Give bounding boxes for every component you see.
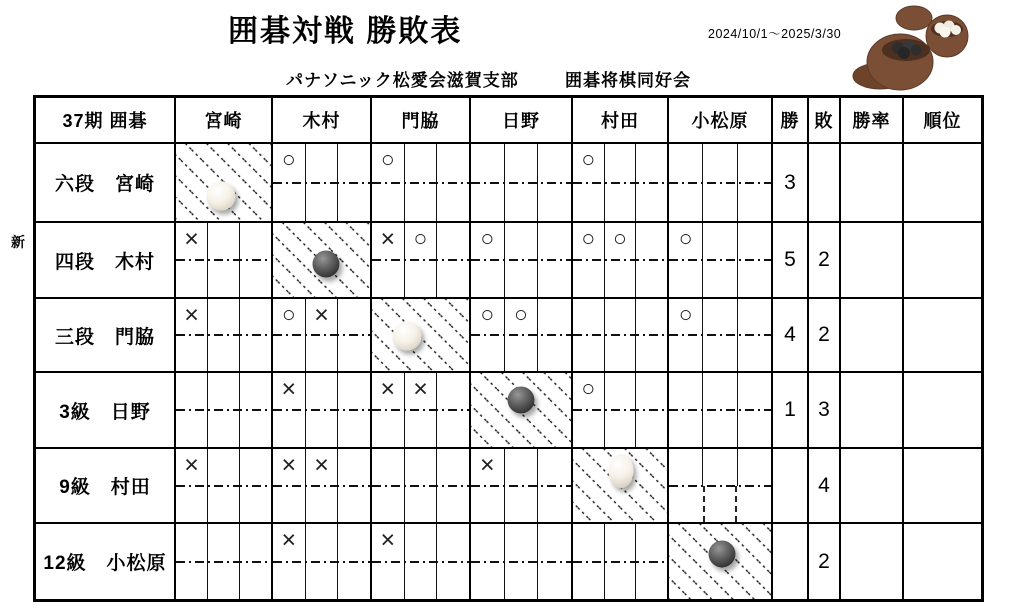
self-match-cell	[176, 144, 273, 223]
match-result-cell	[176, 449, 273, 524]
organization-name: パナソニック松愛会滋賀支部	[286, 71, 519, 90]
loss-mark: ×	[413, 375, 428, 403]
self-match-cell	[669, 524, 773, 599]
match-slot	[239, 299, 271, 371]
match-slot	[176, 223, 207, 297]
match-slot	[471, 299, 504, 371]
losses-cell: 2	[809, 299, 841, 373]
opponent-header-5: 村田	[573, 98, 669, 144]
match-slot	[504, 524, 538, 599]
period-header: 37期 囲碁	[36, 98, 176, 144]
match-slot	[305, 144, 338, 221]
white-go-stone	[206, 182, 235, 211]
wins-cell	[773, 524, 809, 599]
match-result-cell	[669, 449, 773, 524]
match-slot	[337, 144, 370, 221]
loss-mark: ×	[380, 225, 396, 253]
match-slot	[176, 373, 207, 447]
match-result-cell	[471, 299, 573, 373]
opponent-header-6: 小松原	[669, 98, 773, 144]
match-slot	[239, 373, 271, 447]
win-rate-cell	[841, 144, 904, 223]
match-slot	[635, 524, 667, 599]
match-slot	[471, 223, 504, 297]
match-slot	[305, 449, 338, 522]
white-go-stone	[392, 322, 421, 351]
stat-header-4: 順位	[904, 98, 981, 144]
losses-cell: 4	[809, 449, 841, 524]
match-slot	[504, 449, 538, 522]
match-slot	[504, 299, 538, 371]
match-slot	[669, 223, 702, 297]
wins-cell: 1	[773, 373, 809, 449]
match-slot	[207, 449, 239, 522]
wins-cell	[773, 449, 809, 524]
match-slot	[239, 223, 271, 297]
match-result-cell	[273, 144, 372, 223]
match-slot	[273, 373, 305, 447]
loss-mark: ×	[281, 375, 297, 403]
match-result-cell	[573, 144, 669, 223]
standing-cell	[904, 299, 981, 373]
match-slot	[537, 144, 571, 221]
match-slot	[737, 299, 771, 371]
loss-mark: ×	[184, 451, 199, 479]
loss-mark: ×	[184, 225, 199, 253]
match-results-table	[33, 95, 984, 602]
match-slot	[305, 524, 338, 599]
stat-header-3: 勝率	[841, 98, 904, 144]
match-slot	[404, 223, 437, 297]
black-go-stone	[508, 386, 535, 413]
win-rate-cell	[841, 449, 904, 524]
match-result-cell	[273, 449, 372, 524]
win-mark: ○	[613, 225, 627, 251]
player-name-cell: 12級 小松原	[36, 524, 176, 599]
match-slot	[273, 299, 305, 371]
match-slot	[702, 299, 736, 371]
opponent-header-2: 木村	[273, 98, 372, 144]
match-slot	[669, 299, 702, 371]
self-match-cell	[573, 449, 669, 524]
loss-mark: ×	[480, 451, 495, 479]
match-result-cell	[669, 299, 773, 373]
match-slot	[573, 223, 604, 297]
match-slot	[207, 524, 239, 599]
match-slot	[471, 524, 504, 599]
match-slot	[239, 524, 271, 599]
win-mark: ○	[514, 301, 528, 327]
match-result-cell	[176, 223, 273, 299]
player-name-cell: 9級 村田	[36, 449, 176, 524]
match-slot	[273, 144, 305, 221]
player-name-cell: 三段 門脇	[36, 299, 176, 373]
standing-cell	[904, 144, 981, 223]
win-mark: ○	[581, 146, 596, 172]
match-slot	[702, 223, 736, 297]
match-result-cell	[273, 373, 372, 449]
match-slot	[537, 299, 571, 371]
match-slot	[239, 449, 271, 522]
match-slot	[504, 144, 538, 221]
match-slot	[669, 449, 702, 486]
match-slot	[604, 144, 636, 221]
match-result-cell	[669, 373, 773, 449]
match-slot	[573, 144, 604, 221]
match-slot	[604, 373, 636, 447]
match-slot	[471, 449, 504, 522]
win-rate-cell	[841, 373, 904, 449]
match-slot	[635, 144, 667, 221]
win-rate-cell	[841, 223, 904, 299]
new-member-marker: 新	[11, 234, 25, 250]
losses-cell: 2	[809, 223, 841, 299]
match-slot	[702, 373, 736, 447]
match-slot	[207, 373, 239, 447]
match-slot	[737, 144, 771, 221]
match-result-cell	[273, 299, 372, 373]
match-result-cell	[669, 223, 773, 299]
win-mark: ○	[281, 146, 296, 172]
match-slot	[176, 524, 207, 599]
match-slot	[604, 223, 636, 297]
match-result-cell	[372, 373, 471, 449]
match-slot	[207, 223, 239, 297]
bowl-lid	[896, 6, 932, 30]
match-slot	[737, 223, 771, 297]
match-result-cell	[573, 223, 669, 299]
match-slot	[635, 299, 667, 371]
win-mark: ○	[480, 301, 495, 327]
win-mark: ○	[581, 225, 596, 251]
match-slot	[273, 524, 305, 599]
win-mark: ○	[581, 375, 596, 401]
match-slot	[537, 223, 571, 297]
self-match-cell	[372, 299, 471, 373]
losses-cell: 3	[809, 373, 841, 449]
win-mark: ○	[678, 301, 693, 327]
loss-mark: ×	[281, 526, 297, 554]
match-slot	[176, 299, 207, 371]
win-rate-cell	[841, 299, 904, 373]
match-slot	[404, 144, 437, 221]
match-slot	[404, 524, 437, 599]
match-slot	[337, 524, 370, 599]
match-slot	[604, 299, 636, 371]
match-result-cell	[573, 373, 669, 449]
match-slot	[372, 144, 404, 221]
match-slot	[702, 144, 736, 221]
player-name-cell: 四段 木村	[36, 223, 176, 299]
player-name-cell: 六段 宮崎	[36, 144, 176, 223]
match-result-cell	[372, 449, 471, 524]
wins-cell: 5	[773, 223, 809, 299]
match-slot	[404, 449, 437, 522]
standing-cell	[904, 449, 981, 524]
loss-mark: ×	[314, 451, 329, 479]
self-match-cell	[273, 223, 372, 299]
standing-cell	[904, 524, 981, 599]
match-slot	[537, 449, 571, 522]
match-slot	[573, 524, 604, 599]
match-slot	[436, 373, 469, 447]
loss-mark: ×	[380, 526, 396, 554]
win-mark: ○	[678, 225, 693, 251]
match-slot	[176, 449, 207, 522]
match-slot	[504, 223, 538, 297]
match-slot	[573, 373, 604, 447]
match-slot	[337, 373, 370, 447]
match-result-cell	[372, 223, 471, 299]
self-match-cell	[471, 373, 573, 449]
match-result-cell	[372, 524, 471, 599]
black-go-stone	[709, 541, 736, 568]
match-slot	[573, 299, 604, 371]
standing-cell	[904, 223, 981, 299]
match-slot	[669, 144, 702, 221]
losses-cell	[809, 144, 841, 223]
match-slot	[337, 449, 370, 522]
black-go-stone	[313, 250, 340, 277]
match-slot	[273, 449, 305, 522]
match-result-cell	[471, 449, 573, 524]
white-go-stone	[608, 454, 633, 488]
match-slot	[702, 449, 736, 486]
match-slot	[207, 299, 239, 371]
match-slot	[305, 299, 338, 371]
opponent-header-1: 宮崎	[176, 98, 273, 144]
loss-mark: ×	[184, 301, 199, 329]
match-slot	[372, 524, 404, 599]
match-result-cell	[573, 299, 669, 373]
match-result-cell	[471, 144, 573, 223]
date-range: 2024/10/1～2025/3/30	[708, 27, 842, 41]
match-slot	[537, 524, 571, 599]
standing-cell	[904, 373, 981, 449]
stat-header-1: 勝	[773, 98, 809, 144]
match-slot	[737, 449, 771, 486]
win-rate-cell	[841, 524, 904, 599]
match-result-cell	[669, 144, 773, 223]
club-name: 囲碁将棋同好会	[565, 71, 691, 90]
match-slot	[436, 144, 469, 221]
match-slot	[635, 223, 667, 297]
match-slot	[305, 373, 338, 447]
match-result-cell	[471, 223, 573, 299]
match-result-cell	[176, 299, 273, 373]
match-slot	[372, 223, 404, 297]
match-result-cell	[273, 524, 372, 599]
match-result-cell	[176, 524, 273, 599]
match-slot	[436, 223, 469, 297]
win-mark: ○	[281, 301, 296, 327]
match-slot	[669, 373, 702, 447]
match-slot	[337, 299, 370, 371]
match-slot	[372, 449, 404, 522]
page-title: 囲碁対戦 勝敗表	[228, 15, 463, 48]
go-bowls-illustration	[852, 2, 1002, 98]
player-name-cell: 3級 日野	[36, 373, 176, 449]
win-mark: ○	[413, 225, 428, 251]
match-result-cell	[372, 144, 471, 223]
loss-mark: ×	[380, 375, 396, 403]
loss-mark: ×	[314, 301, 329, 329]
stat-header-2: 敗	[809, 98, 841, 144]
win-mark: ○	[380, 146, 395, 172]
opponent-header-4: 日野	[471, 98, 573, 144]
match-slot	[635, 373, 667, 447]
match-slot	[436, 449, 469, 522]
win-mark: ○	[480, 225, 495, 251]
loss-mark: ×	[281, 451, 297, 479]
match-slot	[372, 373, 404, 447]
match-slot	[404, 373, 437, 447]
match-result-cell	[176, 373, 273, 449]
match-result-cell	[471, 524, 573, 599]
match-slot	[471, 144, 504, 221]
wins-cell: 3	[773, 144, 809, 223]
losses-cell: 2	[809, 524, 841, 599]
opponent-header-3: 門脇	[372, 98, 471, 144]
match-slot	[436, 524, 469, 599]
wins-cell: 4	[773, 299, 809, 373]
match-slot	[604, 524, 636, 599]
match-result-cell	[573, 524, 669, 599]
match-slot	[737, 373, 771, 447]
